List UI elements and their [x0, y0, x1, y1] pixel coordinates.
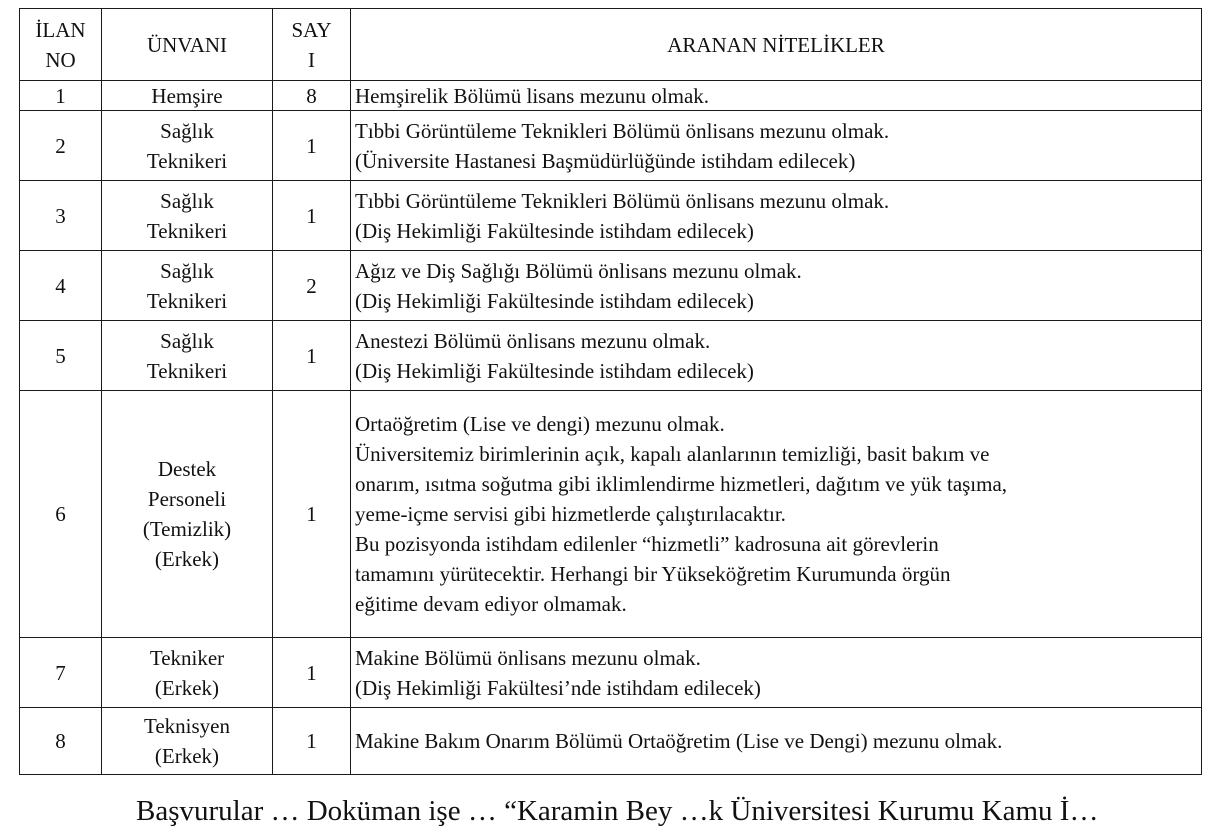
requirement-line: Bu pozisyonda istihdam edilenler “hizmetli” kadrosuna ait görevlerin	[355, 532, 939, 556]
requirement-line: Makine Bölümü önlisans mezunu olmak.	[355, 645, 701, 670]
unvani-line: Sağlık	[160, 118, 214, 143]
ilan-no-value: 3	[55, 203, 66, 228]
requirement-line: Tıbbi Görüntüleme Teknikleri Bölümü önlisans mezunu olmak.	[355, 118, 890, 143]
ilan-no-value: 2	[55, 133, 66, 158]
requirement-line: tamamını yürütecektir. Herhangi bir Yükseköğretim Kurumunda örgün	[355, 562, 951, 586]
cell-ilan-no	[20, 638, 102, 708]
cell-unvani	[102, 708, 273, 775]
requirement-line: (Üniversite Hastanesi Başmüdürlüğünde istihdam edilecek)	[355, 148, 856, 173]
unvani-line: (Erkek)	[154, 547, 220, 571]
cell-aranan-nitelikler	[351, 638, 1202, 708]
table-row	[20, 111, 1202, 181]
unvani-line: Destek	[157, 457, 217, 481]
sayi-value: 8	[306, 83, 317, 108]
unvani-line: Hemşire	[151, 83, 223, 108]
cell-unvani	[102, 251, 273, 321]
positions-table	[19, 8, 1202, 775]
cut-off-footer-text: Başvurular … Doküman işe … “Karamin Bey …k Üniversitesi Kurumu Kamu İ…	[136, 795, 1099, 827]
ilan-no-value: 4	[55, 273, 66, 298]
header-aranan-nitelikler-label: ARANAN NİTELİKLER	[667, 32, 885, 57]
unvani-line: Sağlık	[160, 328, 214, 353]
sayi-value: 1	[306, 133, 317, 158]
cell-aranan-nitelikler	[351, 81, 1202, 111]
table-row	[20, 391, 1202, 638]
cell-aranan-nitelikler	[351, 321, 1202, 391]
requirement-line: yeme-içme servisi gibi hizmetlerde çalıştırılacaktır.	[355, 502, 786, 526]
cell-sayi	[273, 391, 351, 638]
cell-aranan-nitelikler	[351, 391, 1202, 638]
cell-sayi	[273, 708, 351, 775]
ilan-no-value: 5	[55, 343, 66, 368]
requirement-line: (Diş Hekimliği Fakültesinde istihdam edilecek)	[355, 218, 754, 243]
ilan-no-value: 1	[55, 83, 66, 108]
requirement-line: Makine Bakım Onarım Bölümü Ortaöğretim (Lise ve Dengi) mezunu olmak.	[355, 729, 1003, 753]
requirement-line: Hemşirelik Bölümü lisans mezunu olmak.	[355, 83, 710, 108]
cell-aranan-nitelikler	[351, 181, 1202, 251]
unvani-line: (Erkek)	[154, 744, 220, 768]
requirement-line: Tıbbi Görüntüleme Teknikleri Bölümü önlisans mezunu olmak.	[355, 188, 890, 213]
table-row	[20, 638, 1202, 708]
unvani-line: Sağlık	[160, 258, 214, 283]
cell-aranan-nitelikler	[351, 251, 1202, 321]
requirement-line: Anestezi Bölümü önlisans mezunu olmak.	[355, 328, 711, 353]
requirement-line: Ağız ve Diş Sağlığı Bölümü önlisans mezunu olmak.	[355, 258, 802, 283]
cell-sayi	[273, 181, 351, 251]
cell-ilan-no	[20, 391, 102, 638]
cell-ilan-no	[20, 81, 102, 111]
table-row	[20, 251, 1202, 321]
unvani-line: (Temizlik)	[142, 517, 232, 541]
header-ilan-no-line: NO	[45, 47, 76, 72]
table-body	[20, 81, 1202, 775]
requirement-line: (Diş Hekimliği Fakültesinde istihdam edilecek)	[355, 358, 754, 383]
cell-unvani	[102, 81, 273, 111]
unvani-line: Teknikeri	[146, 288, 228, 313]
unvani-line: Sağlık	[160, 188, 214, 213]
header-aranan-nitelikler	[351, 9, 1202, 81]
ilan-no-value: 6	[55, 502, 66, 526]
requirement-line: Ortaöğretim (Lise ve dengi) mezunu olmak.	[355, 412, 725, 436]
cell-unvani	[102, 638, 273, 708]
cell-unvani	[102, 321, 273, 391]
positions-table-container	[19, 8, 1201, 775]
cell-ilan-no	[20, 708, 102, 775]
header-unvani-label: ÜNVANI	[146, 32, 228, 57]
unvani-line: Tekniker	[149, 645, 225, 670]
header-sayi-line: SAY	[291, 17, 332, 42]
cell-sayi	[273, 638, 351, 708]
header-unvani	[102, 9, 273, 81]
ilan-no-value: 7	[55, 660, 66, 685]
cell-unvani	[102, 391, 273, 638]
header-ilan-no	[20, 9, 102, 81]
table-row	[20, 181, 1202, 251]
cell-unvani	[102, 181, 273, 251]
header-sayi-line: I	[308, 47, 315, 72]
cell-sayi	[273, 321, 351, 391]
table-row	[20, 708, 1202, 775]
unvani-line: Teknisyen	[143, 714, 230, 738]
requirement-line: onarım, ısıtma soğutma gibi iklimlendirme hizmetleri, dağıtım ve yük taşıma,	[355, 472, 1008, 496]
cell-aranan-nitelikler	[351, 111, 1202, 181]
unvani-line: Teknikeri	[146, 218, 228, 243]
cell-ilan-no	[20, 181, 102, 251]
header-sayi	[273, 9, 351, 81]
sayi-value: 1	[306, 660, 317, 685]
requirement-line: (Diş Hekimliği Fakültesinde istihdam edilecek)	[355, 288, 754, 313]
table-row	[20, 81, 1202, 111]
ilan-no-value: 8	[55, 729, 66, 753]
sayi-value: 1	[306, 502, 317, 526]
cell-ilan-no	[20, 111, 102, 181]
cell-ilan-no	[20, 321, 102, 391]
sayi-value: 2	[306, 273, 317, 298]
requirement-line: (Diş Hekimliği Fakültesi’nde istihdam edilecek)	[355, 675, 761, 700]
requirement-line: Üniversitemiz birimlerinin açık, kapalı alanlarının temizliği, basit bakım ve	[355, 442, 990, 466]
cell-ilan-no	[20, 251, 102, 321]
unvani-line: Personeli	[147, 487, 227, 511]
sayi-value: 1	[306, 729, 317, 753]
header-row	[20, 9, 1202, 81]
cell-sayi	[273, 251, 351, 321]
table-row	[20, 321, 1202, 391]
sayi-value: 1	[306, 203, 317, 228]
unvani-line: (Erkek)	[154, 675, 220, 700]
cell-sayi	[273, 81, 351, 111]
unvani-line: Teknikeri	[146, 148, 228, 173]
cell-aranan-nitelikler	[351, 708, 1202, 775]
requirement-line: eğitime devam ediyor olmamak.	[355, 592, 627, 616]
header-ilan-no-line: İLAN	[35, 17, 86, 42]
table-header	[20, 9, 1202, 81]
cell-sayi	[273, 111, 351, 181]
cell-unvani	[102, 111, 273, 181]
sayi-value: 1	[306, 343, 317, 368]
unvani-line: Teknikeri	[146, 358, 228, 383]
